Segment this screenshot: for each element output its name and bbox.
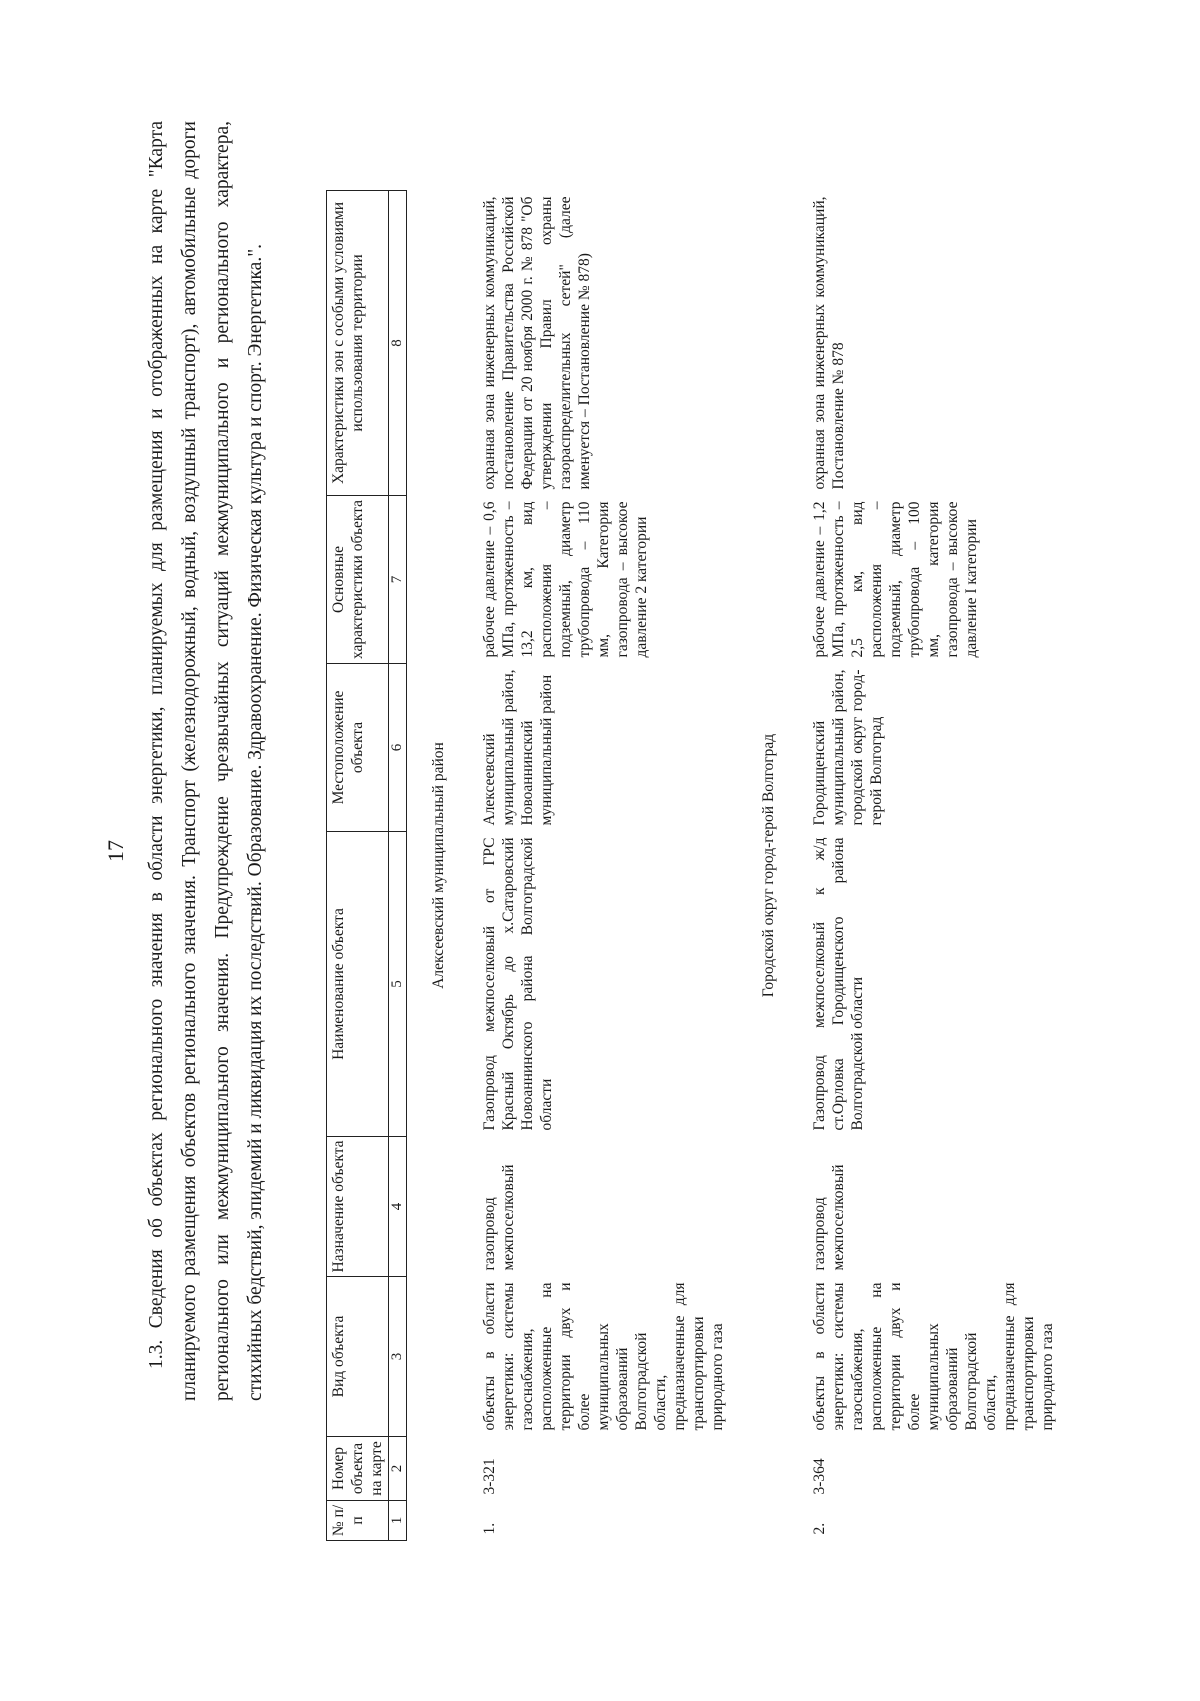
header-cell: Характеристики зон с особыми условиями использования территории [327, 191, 389, 496]
column-number: 3 [389, 1277, 407, 1437]
column-number-row [389, 191, 407, 1541]
row-number: 1. [481, 1522, 498, 1535]
section-row [737, 191, 804, 1541]
map-number: 3-321 [481, 1458, 498, 1495]
object-name: Газопровод межпоселковый от ГРС Красный Октябрь до х.Сатаровский Новоаннинского района Волгоградской области [481, 837, 555, 1131]
header-cell: Основные характеристики объекта [327, 496, 389, 664]
column-number: 2 [389, 1437, 407, 1501]
header-cell: № п/п [327, 1501, 389, 1541]
map-number: 3-364 [811, 1458, 828, 1495]
objects-table [326, 190, 1067, 1541]
object-kind: объекты в области энергетики: системы газоснабжения, расположенные на территории двух и более муниципальных образований Волгоградской области, предназначенные для транспортировки природного газа [811, 1282, 1056, 1431]
column-number: 7 [389, 496, 407, 664]
section-row [407, 191, 475, 1541]
section-title: Алексеевский муниципальный район [430, 742, 447, 989]
object-kind: объекты в области энергетики: системы газоснабжения, расположенные на территории двух и более муниципальных образований Волгоградской области, предназначенные для транспортировки природного газа [481, 1282, 726, 1431]
header-cell: Назначение объекта [327, 1137, 389, 1277]
column-number: 5 [389, 832, 407, 1137]
object-name: Газопровод межпоселковый к ж/д ст.Орловка Городищенского района Волгоградской области [811, 837, 866, 1131]
row-number: 2. [811, 1522, 828, 1535]
header-cell: Вид объекта [327, 1277, 389, 1437]
table-row [474, 191, 737, 1541]
page-number: 17 [103, 840, 128, 862]
zone-characteristics: охранная зона инженерных коммуникаций, Постановление № 878 [811, 196, 847, 490]
column-number: 6 [389, 664, 407, 832]
intro-paragraph: 1.3. Сведения об объектах регионального значения в области энергетики, планируемых для размещения и отображенных на карте "Карта планируемого размещения объектов регионального значения. Транспорт (железнодорожный, водный, воздушный транспорт), автомобильные дороги регионального или межмуниципального значения. Предупреждение чрезвычайных ситуаций межмуниципального и регионального характера, стихийных бедствий, эпидемий и ликвидация их последствий. Образование. Здравоохранение. Физическая культура и спорт. Энергетика.". [146, 121, 266, 1401]
object-characteristics: рабочее давление – 0,6 МПа, протяженность – 13,2 км, вид расположения – подземный, диаметр трубопровода – 110 мм, Категория газопровода – высокое давление 2 категории [481, 501, 650, 658]
object-characteristics: рабочее давление – 1,2 МПа, протяженность – 2,5 км, вид расположения – подземный, диаметр трубопровода – 100 мм, категория газопровода – высокое давление I категории [811, 501, 980, 658]
table-row [804, 191, 1067, 1541]
column-number: 8 [389, 191, 407, 496]
header-cell: Местоположение объекта [327, 664, 389, 832]
section-title: Городской округ город-герой Волгоград [760, 733, 777, 998]
object-purpose: газопровод межпоселковый [811, 1164, 847, 1271]
column-number: 1 [389, 1501, 407, 1541]
zone-characteristics: охранная зона инженерных коммуникаций, постановление Правительства Российской Федерации от 20 ноября 2000 г. № 878 "Об утверждении Правил охраны газораспределительных сетей" (далее именуется – Постановление № 878) [481, 196, 593, 490]
header-cell: Номер объекта на карте [327, 1437, 389, 1501]
header-cell: Наименование объекта [327, 832, 389, 1137]
header-row [327, 191, 389, 1541]
object-location: Городищенский муниципальный район, городской округ город-герой Волгоград [811, 669, 885, 826]
object-purpose: газопровод межпоселковый [481, 1164, 517, 1271]
object-location: Алексеевский муниципальный район, Новоаннинский муниципальный район [481, 669, 555, 826]
column-number: 4 [389, 1137, 407, 1277]
